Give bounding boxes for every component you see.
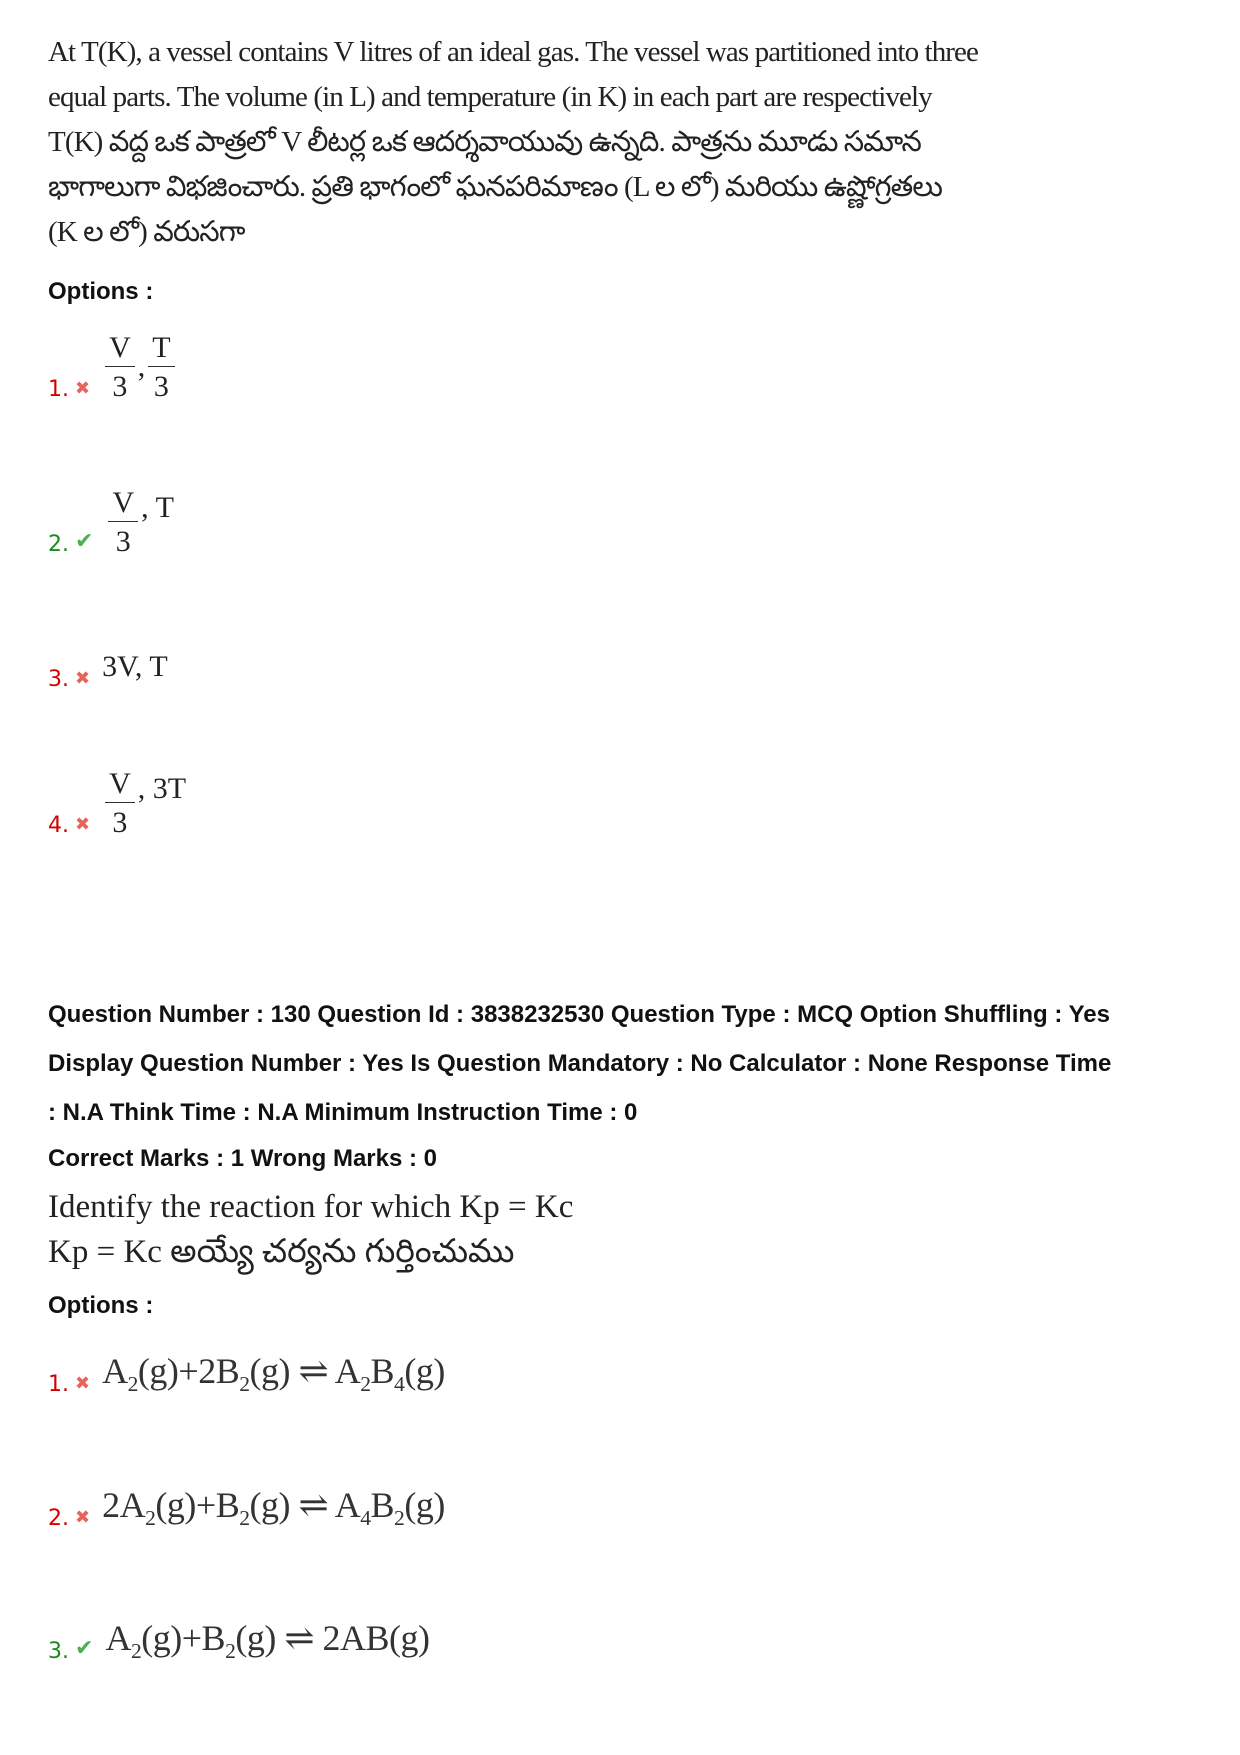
option-answer xyxy=(105,487,173,557)
cross-icon: ✖ xyxy=(75,1507,91,1528)
option-number: 1. xyxy=(48,1372,69,1398)
marks-info: Correct Marks : 1 Wrong Marks : 0 xyxy=(48,1145,438,1172)
option-number: 2. xyxy=(48,532,69,557)
denominator: 3 xyxy=(112,805,128,839)
cross-icon: ✖ xyxy=(75,668,91,688)
options-label: Options : xyxy=(48,278,154,305)
option-3[interactable] xyxy=(48,650,168,692)
numerator: V xyxy=(108,487,138,522)
check-icon: ✔ xyxy=(75,1635,94,1661)
metadata-line: Display Question Number : Yes Is Question Mandatory : No Calculator : None Response Time xyxy=(48,1050,1112,1077)
option-answer xyxy=(102,332,178,402)
numerator: V xyxy=(105,332,135,367)
cross-icon: ✖ xyxy=(75,378,91,398)
answer-rest: , 3T xyxy=(137,772,187,805)
question-english: Identify the reaction for which Kp = Kc xyxy=(48,1189,574,1225)
question-text xyxy=(48,1185,573,1275)
question-line: భాగాలుగా విభజించారు. ప్రతి భాగంలో ఘనపరిమాణం (L ల లో) మరియు ఉష్ణోగ్రతలు xyxy=(48,171,943,203)
question-line: equal parts. The volume (in L) and temperature (in K) in each part are respectively xyxy=(48,81,932,113)
option-number: 2. xyxy=(48,1506,69,1532)
cross-icon: ✖ xyxy=(75,1373,91,1394)
option-equation: $2A_2(g)+B_2(g)$ ⇌ $A_4B_2(g)$ xyxy=(102,1485,445,1531)
numerator: V xyxy=(105,768,135,803)
check-icon: ✔ xyxy=(75,528,94,553)
option-number: 1. xyxy=(48,377,69,402)
cross-icon: ✖ xyxy=(75,814,91,834)
option-2[interactable] xyxy=(48,487,174,557)
question-metadata xyxy=(48,990,1111,1137)
option-equation: $A_2(g)+B_2(g)$ ⇌ 2AB(g) xyxy=(105,1618,430,1664)
metadata-line: Question Number : 130 Question Id : 3838232530 Question Type : MCQ Option Shuffling : Yes xyxy=(48,1001,1110,1028)
option-answer xyxy=(102,768,186,838)
denominator: 3 xyxy=(115,524,131,558)
option-1[interactable] xyxy=(48,332,178,402)
option-number: 3. xyxy=(48,1639,69,1665)
option-3[interactable] xyxy=(48,1617,430,1664)
option-equation: $A_2(g)+2B_2(g)$ ⇌ $A_2B_4(g)$ xyxy=(102,1351,445,1397)
option-number: 4. xyxy=(48,813,69,838)
question-telugu: Kp = Kc అయ్యే చర్యను గుర్తించుము xyxy=(48,1234,515,1270)
option-4[interactable] xyxy=(48,768,186,838)
option-number: 3. xyxy=(48,667,69,692)
option-answer: 3V, T xyxy=(102,650,168,683)
question-line: (K ల లో) వరుసగా xyxy=(48,216,245,248)
question-line: T(K) వద్ద ఒక పాత్రలో V లీటర్ల ఒక ఆదర్శవాయువు ఉన్నది. పాత్రను మూడు సమాన xyxy=(48,126,921,158)
question-text xyxy=(48,30,978,255)
options-label: Options : xyxy=(48,1292,154,1319)
separator: , xyxy=(137,350,146,383)
numerator: T xyxy=(148,332,174,367)
denominator: 3 xyxy=(112,369,128,403)
denominator: 3 xyxy=(153,369,169,403)
option-2[interactable] xyxy=(48,1484,445,1531)
metadata-line: : N.A Think Time : N.A Minimum Instruction Time : 0 xyxy=(48,1099,638,1126)
question-line: At T(K), a vessel contains V litres of an ideal gas. The vessel was partitioned into three xyxy=(48,36,978,68)
answer-rest: , T xyxy=(141,491,174,524)
option-1[interactable] xyxy=(48,1350,445,1397)
